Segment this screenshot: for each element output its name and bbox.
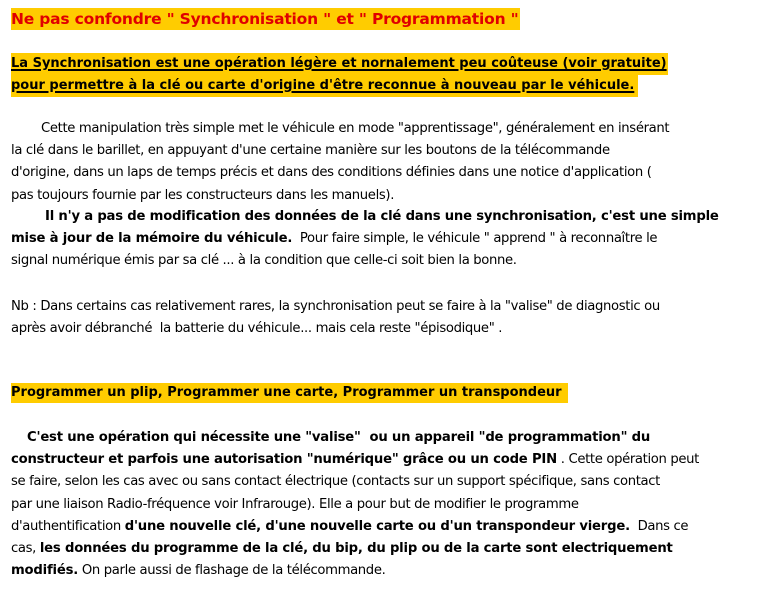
paragraph-line: la clé dans le barillet, en appuyant d'une certaine manière sur les boutons de la télécommande (11, 143, 610, 159)
paragraph-line: Cette manipulation très simple met le véhicule en mode "apprentissage", généralement en insérant (41, 121, 670, 136)
paragraph-text: Pour faire simple, le véhicule " apprend " à reconnaître le (292, 231, 658, 247)
paragraph-text: cas, (11, 541, 40, 557)
paragraph-line: après avoir débranché la batterie du véhicule... mais cela reste "épisodique" . (11, 321, 503, 337)
intro-highlight (11, 53, 668, 97)
intro-line-1: La Synchronisation est une opération légère et nornalement peu coûteuse (voir gratuite) (11, 53, 668, 75)
paragraph-text: Dans ce (629, 518, 689, 534)
paragraph-no-modification (11, 206, 759, 273)
bold-statement: Il n'y a pas de modification des données de la clé dans une synchronisation, c'est une simple (45, 209, 719, 224)
paragraph-line: par une liaison Radio-fréquence voir Infrarouge). Elle a pour but de modifier le programme (11, 496, 579, 512)
paragraph-line: se faire, selon les cas avec ou sans contact électrique (contacts sur un support spécifique, sans contact (11, 474, 661, 490)
bold-statement: mise à jour de la mémoire du véhicule. (11, 231, 293, 247)
paragraph-line: Nb : Dans certains cas relativement rares, la synchronisation peut se faire à la "valise" de diagnostic ou (11, 299, 660, 314)
paragraph-programmation (11, 427, 759, 582)
paragraph-text: d'authentification (11, 518, 125, 534)
bold-statement: constructeur et parfois une autorisation "numérique" grâce ou un code PIN (11, 452, 557, 468)
section-heading-programmer: Programmer un plip, Programmer une carte, Programmer un transpondeur (11, 383, 568, 403)
paragraph-line: signal numérique émis par sa clé ... à la condition que celle-ci soit bien la bonne. (11, 253, 517, 269)
paragraph-text: On parle aussi de flashage de la télécommande. (78, 563, 386, 579)
intro-line-2: pour permettre à la clé ou carte d'origine d'être reconnue à nouveau par le véhicule. (11, 75, 638, 97)
paragraph-line: pas toujours fournie par les constructeurs dans les manuels). (11, 187, 395, 203)
bold-statement: modifiés. (11, 563, 79, 579)
bold-statement: d'une nouvelle clé, d'une nouvelle carte ou d'un transpondeur vierge. (124, 518, 630, 534)
paragraph-line: d'origine, dans un laps de temps précis et dans des conditions définies dans une notice d'application ( (11, 165, 652, 181)
paragraph-note (11, 296, 759, 340)
paragraph-text: . Cette opération peut (556, 452, 699, 468)
bold-statement: les données du programme de la clé, du bip, du plip ou de la carte sont electriquement (39, 541, 673, 557)
paragraph-manipulation (11, 118, 759, 207)
page-title: Ne pas confondre " Synchronisation " et " Programmation " (11, 10, 519, 28)
bold-statement: C'est une opération qui nécessite une "valise" ou un appareil "de programmation" du (27, 430, 651, 445)
